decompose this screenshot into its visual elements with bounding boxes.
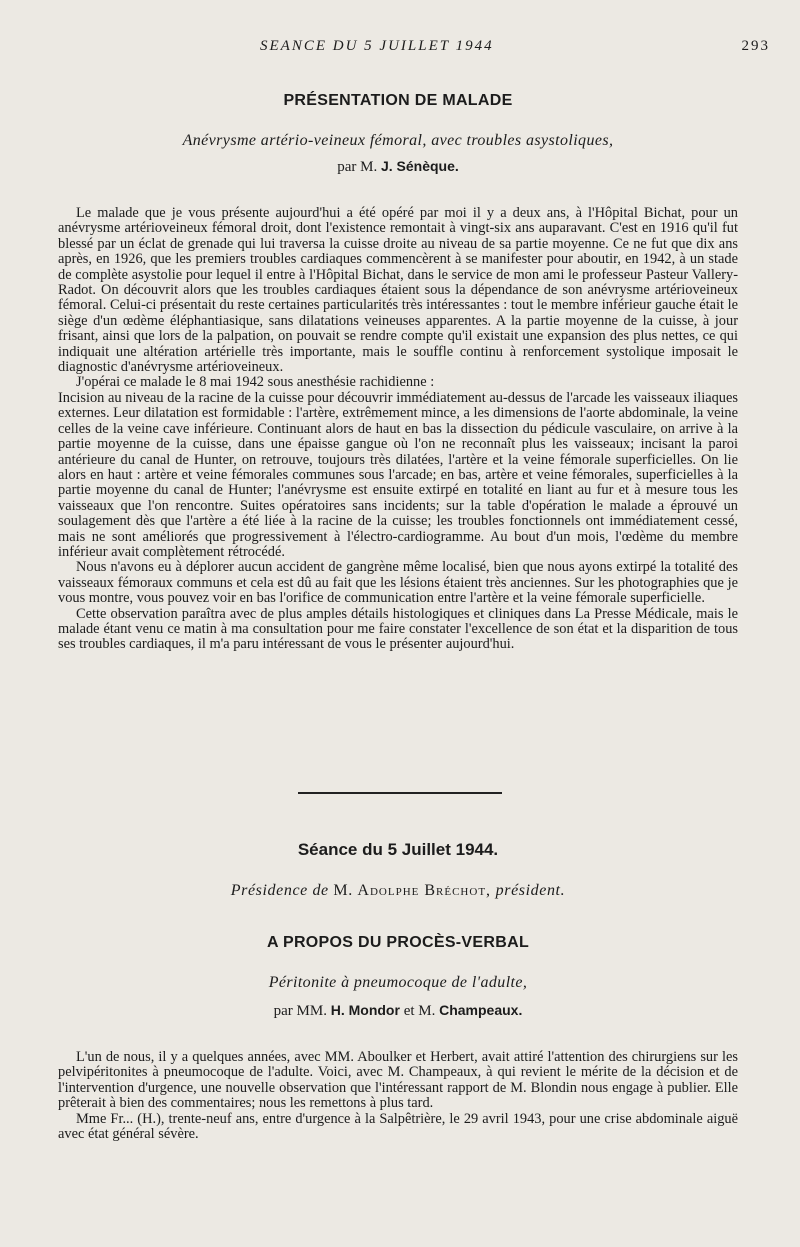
byline-prefix: par MM. (273, 1003, 327, 1019)
running-head (0, 38, 800, 58)
section-heading-proces-verbal: A PROPOS DU PROCÈS-VERBAL (266, 934, 530, 951)
presidence-line (58, 882, 738, 900)
author-name-mondor: H. Mondor (330, 1002, 400, 1018)
paragraph: J'opérai ce malade le 8 mai 1942 sous anesthésie rachidienne : (76, 374, 435, 391)
president-prefix: M. (333, 882, 353, 899)
presidence-label: Présidence de (230, 882, 329, 899)
running-head-title: SEANCE DU 5 JUILLET 1944 (260, 38, 494, 54)
byline-prefix: par M. (337, 159, 378, 175)
article-title-peritonite: Péritonite à pneumocoque de l'adulte, (268, 974, 528, 991)
paragraph: Le malade que je vous présente aujourd'hui a été opéré par moi il y a deux ans, à l'Hôpital Bichat, pour un anévrysme artérioveineux fémoral droit, dont l'existence remontait à vingt-six ans auparavant. C'est en 1916 qu'il fut blessé par un éclat de grenade qui lui traversa la cuisse droite au niveau de sa partie moyenne. Ce ne fut que dix ans après, en 1926, que les premiers troubles cardiaques commencèrent à se manifester pour aboutir, en 1942, à un stade de complète asystolie pour lequel il entre à l'Hôpital Bichat, dans le service de mon ami le professeur Pasteur Vallery-Radot. On découvrit alors que les troubles cardiaques étaient sous la dépendance de son anévrysme artérioveineux fémoral. Celui-ci présentait du reste certaines particularités très intéressantes : tout le membre inférieur gauche était le siège d'un œdème éléphantiasique, sans dilatations veineuses apparentes. A la partie moyenne de la cuisse, à jour frisant, ainsi que lors de la palpation, on pouvait se rendre compte qu'il existait une expansion des plus nettes, ce qui indiquait une altération artérielle très importante, mais le souffle continu à renforcement systolique imposait le diagnostic d'anévrysme artérioveineux. (58, 205, 738, 376)
article-proces-verbal-body (58, 1050, 738, 1142)
section-divider (298, 792, 502, 794)
byline-and: et M. (403, 1003, 436, 1019)
page-number: 293 (741, 38, 770, 54)
article-presentation-header (58, 92, 738, 176)
president-role: président. (495, 882, 566, 899)
article-title-anevrysme: Anévrysme artério-veineux fémoral, avec troubles asystoliques, (182, 132, 614, 149)
author-name-champeaux: Champeaux. (439, 1002, 523, 1018)
article-byline-mondor (58, 1002, 738, 1020)
section-heading-presentation: PRÉSENTATION DE MALADE (283, 92, 513, 109)
seance-title: Séance du 5 Juillet 1944. (297, 840, 499, 859)
president-name: Adolphe Bréchot, (357, 882, 492, 899)
paragraph: Cette observation paraîtra avec de plus amples détails histologiques et cliniques dans La Presse Médicale, mais le malade étant venu ce matin à ma consultation pour me faire constater l'excellence de son état et la disparition de tous ses troubles cardiaques, il m'a paru intéressant de vous le présenter aujourd'hui. (58, 605, 738, 653)
author-name: J. Sénèque. (380, 158, 459, 174)
paragraph: Mme Fr... (H.), trente-neuf ans, entre d'urgence à la Salpêtrière, le 29 avril 1943, pour une crise abdominale aiguë avec état général sévère. (58, 1110, 738, 1143)
article-proces-verbal-header (58, 934, 738, 1020)
seance-header (58, 840, 738, 900)
article-presentation-body (58, 206, 738, 653)
paragraph: L'un de nous, il y a quelques années, avec MM. Aboulker et Herbert, avait attiré l'attention des chirurgiens sur les pelvipéritonites à pneumocoque de l'adulte. Voici, avec M. Champeaux, à qui revient le mérite de la décision et de l'intervention d'urgence, une nouvelle observation que l'intéressant rapport de M. Blondin nous engage à publier. Elle prêterait à bien des commentaires; nous les remettons à plus tard. (58, 1049, 738, 1112)
paragraph: Incision au niveau de la racine de la cuisse pour découvrir immédiatement au-dessus de l'arcade les vaisseaux iliaques externes. Leur dilatation est formidable : l'artère, extrêmement mince, a les dimensions de l'aorte abdominale, la veine celles de la veine cave inférieure. Continuant alors de haut en bas la dissection du pédicule vasculaire, on arrive à la partie moyenne de la cuisse, dans une épaisse gangue où l'on ne reconnaît plus les vaisseaux; incisant la paroi antérieure du canal de Hunter, on retrouve, toujours très dilatées, l'artère et la veine fémorale superficielles. On lie alors en haut : artère et veine fémorales communes sous l'arcade; en bas, artère et veine fémorales, superficielles à la partie moyenne du canal de Hunter; l'anévrysme est ensuite extirpé en totalité en liant au fur et à mesure tous les vaisseaux que l'on rencontre. Suites opératoires sans incidents; sur la table d'opération le malade a éprouvé un soulagement dès que l'artère a été liée à la racine de la cuisse; les troubles fonctionnels ont immédiatement cessé, mais ne sont améliorés que progressivement à l'électro-cardiogramme. Au bout d'un mois, l'œdème du membre inférieur avait complètement rétrocédé. (58, 389, 738, 560)
paragraph: Nous n'avons eu à déplorer aucun accident de gangrène même localisé, bien que nous ayons extirpé la totalité des vaisseaux fémoraux communs et cela est dû au fait que les lésions étaient très anciennes. Sur les photographies que je vous montre, vous pouvez voir en bas l'orifice de communication entre l'artère et la veine fémorale superficielle. (58, 559, 738, 607)
article-byline-seneque (58, 158, 738, 176)
